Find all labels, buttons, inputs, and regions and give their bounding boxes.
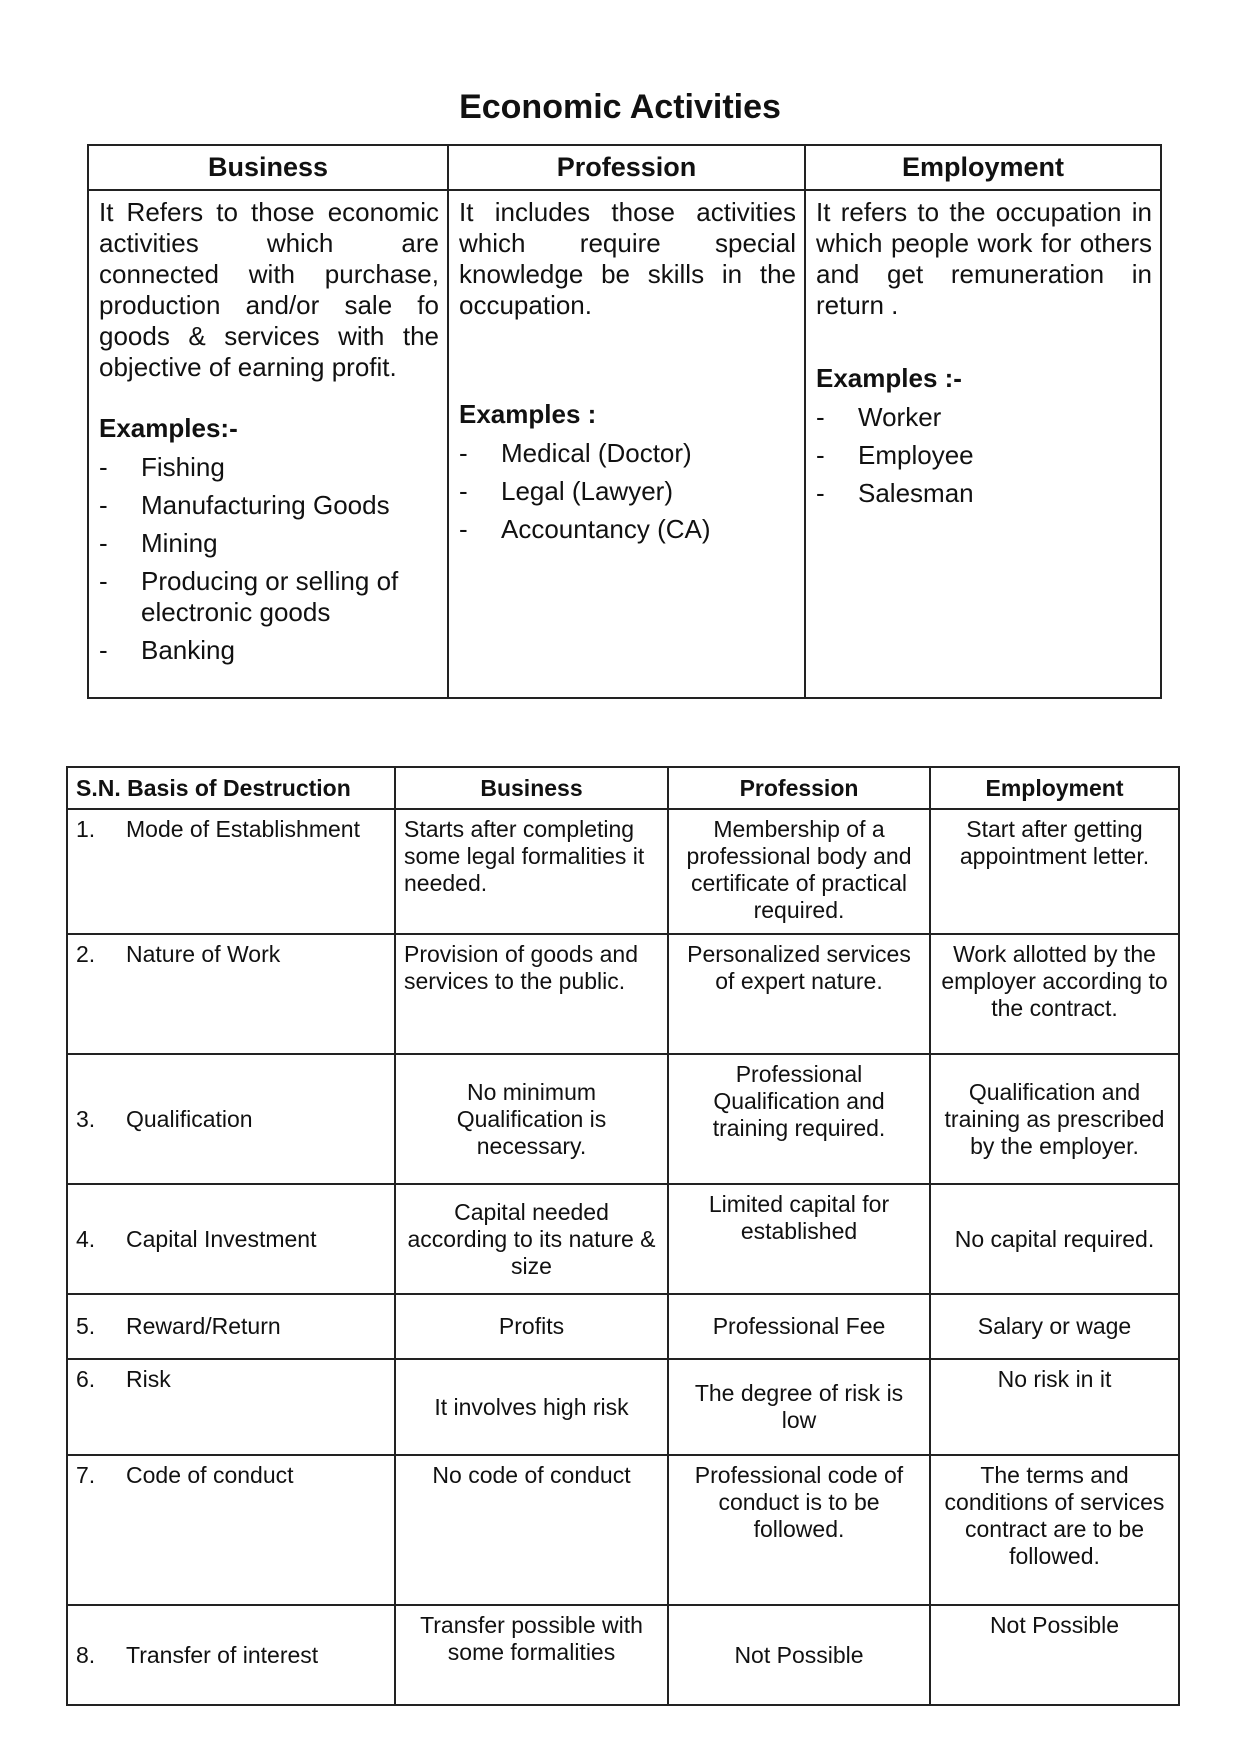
employment-cell: Not Possible bbox=[930, 1605, 1179, 1705]
business-description: It Refers to those economic activities which are connected with purchase, production and/or sale fo goods & services with the objective of earning profit. bbox=[99, 197, 439, 382]
profession-cell: Professional code of conduct is to be followed. bbox=[668, 1455, 930, 1605]
profession-cell: Limited capital for established bbox=[668, 1184, 930, 1294]
comparison-table bbox=[66, 766, 1180, 1706]
employment-cell: Work allotted by the employer according to the contract. bbox=[930, 934, 1179, 1054]
serial-number: 2. bbox=[76, 941, 96, 967]
list-item: - Medical (Doctor) bbox=[459, 438, 796, 469]
list-item: - Banking bbox=[99, 635, 439, 666]
header-row bbox=[67, 767, 1179, 809]
list-item: - Worker bbox=[816, 402, 1152, 433]
basis-cell bbox=[67, 934, 395, 1054]
employment-examples-list bbox=[816, 402, 1152, 509]
basis-label: Transfer of interest bbox=[126, 1641, 319, 1668]
list-item: - Producing or selling of electronic goods bbox=[99, 566, 439, 628]
list-item: - Legal (Lawyer) bbox=[459, 476, 796, 507]
basis-label: Code of conduct bbox=[126, 1462, 294, 1488]
employment-cell bbox=[805, 190, 1161, 698]
basis-label: Capital Investment bbox=[126, 1225, 317, 1252]
business-cell: Provision of goods and services to the public. bbox=[395, 934, 668, 1054]
header-employment: Employment bbox=[805, 145, 1161, 190]
list-item: - Mining bbox=[99, 528, 439, 559]
basis-cell bbox=[67, 1455, 395, 1605]
employment-cell: Qualification and training as prescribed by the employer. bbox=[930, 1054, 1179, 1184]
header-basis: S.N. Basis of Destruction bbox=[67, 767, 395, 809]
profession-cell: Professional Fee bbox=[668, 1294, 930, 1359]
list-item: - Accountancy (CA) bbox=[459, 514, 796, 545]
basis-cell bbox=[67, 1054, 395, 1184]
business-cell: No minimum Qualification is necessary. bbox=[395, 1054, 668, 1184]
business-examples-list bbox=[99, 452, 439, 666]
business-cell: No code of conduct bbox=[395, 1455, 668, 1605]
business-cell: It involves high risk bbox=[395, 1359, 668, 1455]
serial-number: 3. bbox=[76, 1105, 96, 1132]
employment-description: It refers to the occupation in which people work for others and get remuneration in return . bbox=[816, 197, 1152, 320]
table-row bbox=[67, 1054, 1179, 1184]
employment-examples-label: Examples :- bbox=[816, 363, 962, 393]
profession-description: It includes those activities which require special knowledge be skills in the occupation. bbox=[459, 197, 796, 320]
employment-cell: Start after getting appointment letter. bbox=[930, 809, 1179, 934]
profession-cell: The degree of risk is low bbox=[668, 1359, 930, 1455]
basis-label: Nature of Work bbox=[126, 941, 281, 967]
serial-number: 4. bbox=[76, 1225, 96, 1252]
header-business: Business bbox=[395, 767, 668, 809]
business-cell bbox=[88, 190, 448, 698]
business-cell: Capital needed according to its nature & size bbox=[395, 1184, 668, 1294]
serial-number: 7. bbox=[76, 1462, 96, 1488]
table-row bbox=[67, 1184, 1179, 1294]
employment-cell: No capital required. bbox=[930, 1184, 1179, 1294]
business-cell: Transfer possible with some formalities bbox=[395, 1605, 668, 1705]
header-profession: Profession bbox=[448, 145, 805, 190]
employment-cell: No risk in it bbox=[930, 1359, 1179, 1455]
basis-label: Reward/Return bbox=[126, 1313, 281, 1339]
page-title: Economic Activities bbox=[459, 88, 781, 126]
basis-cell bbox=[67, 1294, 395, 1359]
list-item: - Employee bbox=[816, 440, 1152, 471]
list-item: - Fishing bbox=[99, 452, 439, 483]
profession-cell: Professional Qualification and training required. bbox=[668, 1054, 930, 1184]
profession-examples-list bbox=[459, 438, 796, 545]
table-row bbox=[67, 1294, 1179, 1359]
basis-cell bbox=[67, 1184, 395, 1294]
header-row bbox=[88, 145, 1161, 190]
serial-number: 1. bbox=[76, 816, 96, 842]
basis-label: Risk bbox=[126, 1366, 171, 1392]
basis-cell bbox=[67, 1359, 395, 1455]
basis-cell bbox=[67, 1605, 395, 1705]
business-cell: Profits bbox=[395, 1294, 668, 1359]
basis-label: Mode of Establishment bbox=[126, 816, 360, 842]
employment-cell: The terms and conditions of services contract are to be followed. bbox=[930, 1455, 1179, 1605]
profession-cell: Membership of a professional body and certificate of practical required. bbox=[668, 809, 930, 934]
business-cell: Starts after completing some legal formalities it needed. bbox=[395, 809, 668, 934]
basis-cell bbox=[67, 809, 395, 934]
list-item: - Manufacturing Goods bbox=[99, 490, 439, 521]
employment-cell: Salary or wage bbox=[930, 1294, 1179, 1359]
table-row bbox=[67, 1455, 1179, 1605]
content-row bbox=[88, 190, 1161, 698]
table-row bbox=[67, 1605, 1179, 1705]
economic-activities-table bbox=[87, 144, 1162, 699]
profession-cell: Personalized services of expert nature. bbox=[668, 934, 930, 1054]
serial-number: 5. bbox=[76, 1313, 96, 1339]
header-profession: Profession bbox=[668, 767, 930, 809]
profession-cell: Not Possible bbox=[668, 1605, 930, 1705]
profession-cell bbox=[448, 190, 805, 698]
list-item: - Salesman bbox=[816, 478, 1152, 509]
business-examples-label: Examples:- bbox=[99, 413, 238, 443]
header-business: Business bbox=[88, 145, 448, 190]
table-row bbox=[67, 1359, 1179, 1455]
table-row bbox=[67, 809, 1179, 934]
profession-examples-label: Examples : bbox=[459, 399, 597, 429]
serial-number: 6. bbox=[76, 1366, 96, 1392]
table-row bbox=[67, 934, 1179, 1054]
serial-number: 8. bbox=[76, 1641, 96, 1668]
header-employment: Employment bbox=[930, 767, 1179, 809]
basis-label: Qualification bbox=[126, 1105, 253, 1132]
